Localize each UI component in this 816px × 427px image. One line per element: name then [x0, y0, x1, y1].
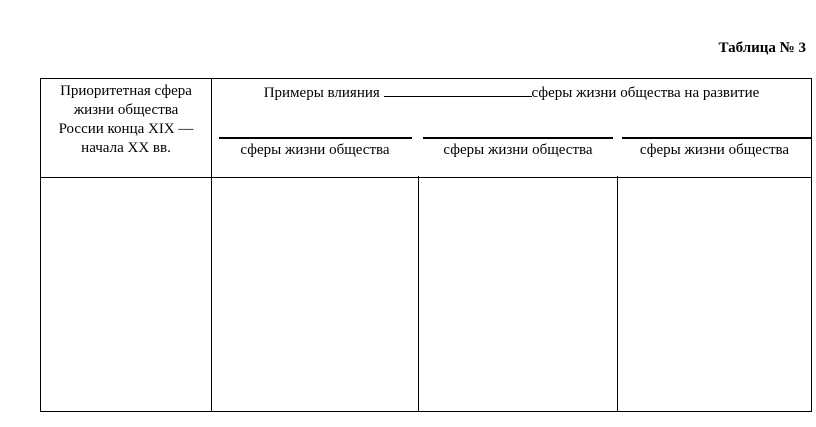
divider — [211, 79, 212, 411]
fill-in-blank — [622, 137, 811, 139]
header-line: начала XX вв. — [81, 140, 171, 156]
divider — [617, 176, 618, 411]
fill-in-blank — [423, 137, 613, 139]
fill-in-blank — [384, 82, 532, 97]
header-text-after: сферы жизни общества на развитие — [531, 85, 760, 101]
sub-header: сферы жизни общества — [639, 142, 790, 158]
worksheet-table — [40, 78, 812, 412]
header-line: жизни общества — [73, 102, 179, 118]
header-line: Приоритетная сфера — [60, 83, 192, 99]
table-caption: Таблица № 3 — [718, 40, 806, 56]
divider — [41, 177, 811, 178]
header-line: России конца XIX — — [58, 121, 194, 137]
sub-header: сферы жизни общества — [443, 142, 593, 158]
divider — [418, 176, 419, 411]
sub-header: сферы жизни общества — [240, 142, 390, 158]
fill-in-blank — [219, 137, 412, 139]
priority-sphere-header — [41, 82, 211, 158]
influence-examples-header — [212, 82, 811, 103]
header-text-before: Примеры влияния — [263, 85, 380, 101]
